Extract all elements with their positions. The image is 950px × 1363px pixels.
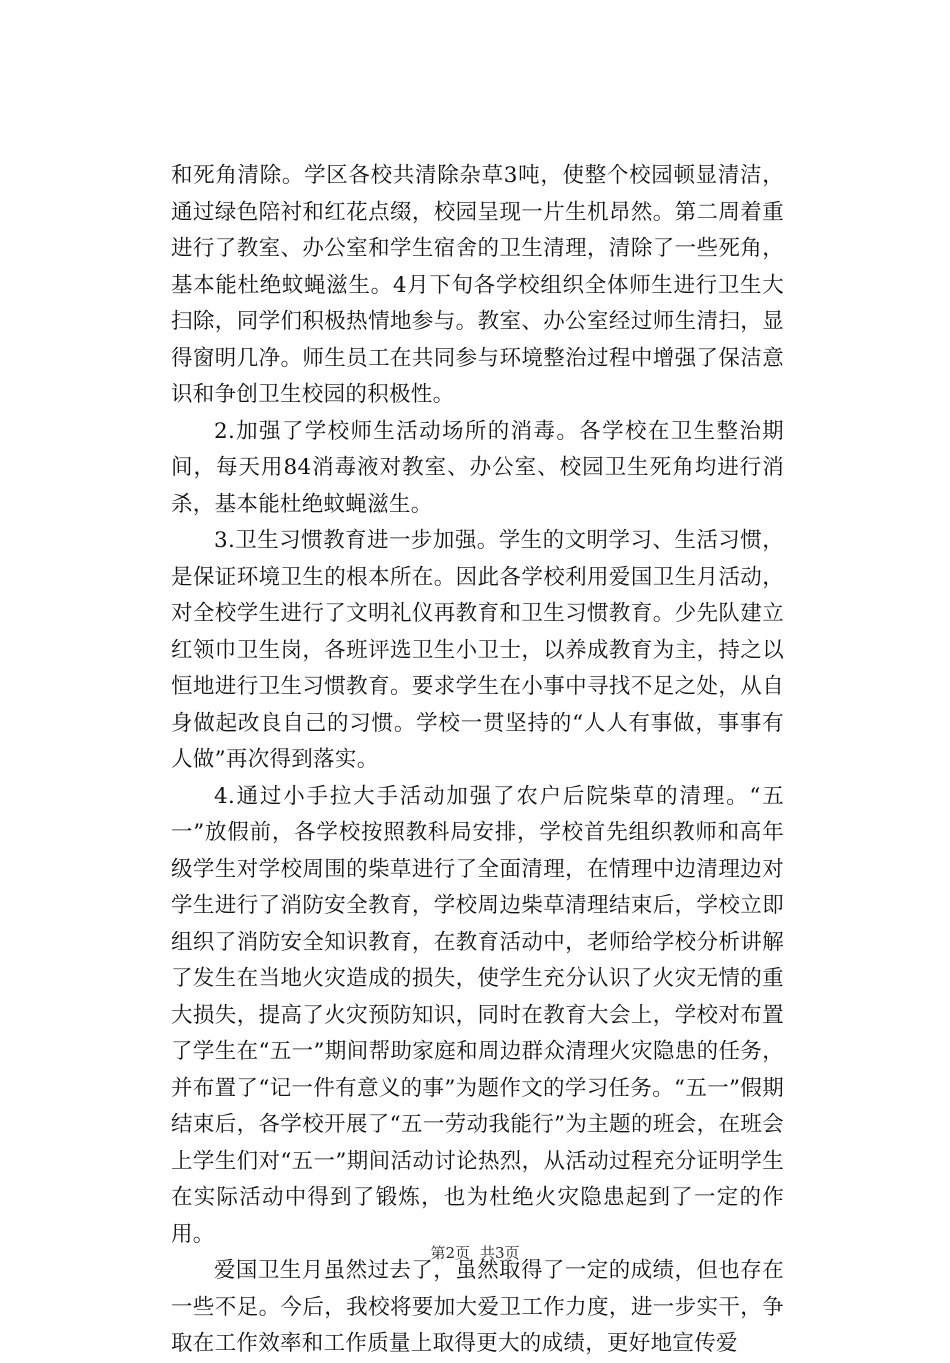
paragraph-3: 3.卫生习惯教育进一步加强。学生的文明学习、生活习惯，是保证环境卫生的根本所在。因此各学校利用爱国卫生月活动，对全校学生进行了文明礼仪再教育和卫生习惯教育。少先队建立红领巾卫生岗，各班评选卫生小卫士，以养成教育为主，持之以恒地进行卫生习惯教育。要求学生在小事中寻找不足之处，从自身做起改良自己的习惯。学校一贯坚持的“人人有事做，事事有人做”再次得到落实。: [171, 528, 784, 772]
paragraph-1: 和死角清除。学区各校共清除杂草3吨，使整个校园顿显清洁，通过绿色陪衬和红花点缀，校园呈现一片生机昂然。第二周着重进行了教室、办公室和学生宿舍的卫生清理，清除了一些死角，基本能杜绝蚊蝇滋生。4月下旬各学校组织全体师生进行卫生大扫除，同学们积极热情地参与。教室、办公室经过师生清扫，显得窗明几净。师生员工在共同参与环境整治过程中增强了保洁意识和争创卫生校园的积极性。: [171, 163, 784, 407]
paragraph-4: 4.通过小手拉大手活动加强了农户后院柴草的清理。“五一”放假前，各学校按照教科局安排，学校首先组织教师和高年级学生对学校周围的柴草进行了全面清理，在情理中边清理边对学生进行了消防安全教育，学校周边柴草清理结束后，学校立即组织了消防安全知识教育，在教育活动中，老师给学校分析讲解了发生在当地火灾造成的损失，使学生充分认识了火灾无情的重大损失，提高了火灾预防知识，同时在教育大会上，学校对布置了学生在“五一”期间帮助家庭和周边群众清理火灾隐患的任务，并布置了“记一件有意义的事”为题作文的学习任务。“五一”假期结束后，各学校开展了“五一劳动我能行”为主题的班会，在班会上学生们对“五一”期间活动讨论热烈，从活动过程充分证明学生在实际活动中得到了锻炼，也为杜绝火灾隐患起到了一定的作用。: [171, 783, 784, 1247]
document-body: [171, 158, 784, 1363]
page-number-current: 第2页: [430, 1244, 470, 1262]
page-footer: [0, 1243, 950, 1263]
page-number-total: 共3页: [480, 1244, 520, 1262]
paragraph-2: 2.加强了学校师生活动场所的消毒。各学校在卫生整治期间，每天用84消毒液对教室、办公室、校园卫生死角均进行消杀，基本能杜绝蚊蝇滋生。: [171, 418, 784, 517]
paragraph-5: 爱国卫生月虽然过去了，虽然取得了一定的成绩，但也存在一些不足。今后，我校将要加大爱卫工作力度，进一步实干，争取在工作效率和工作质量上取得更大的成绩，更好地宣传爱: [171, 1258, 784, 1356]
